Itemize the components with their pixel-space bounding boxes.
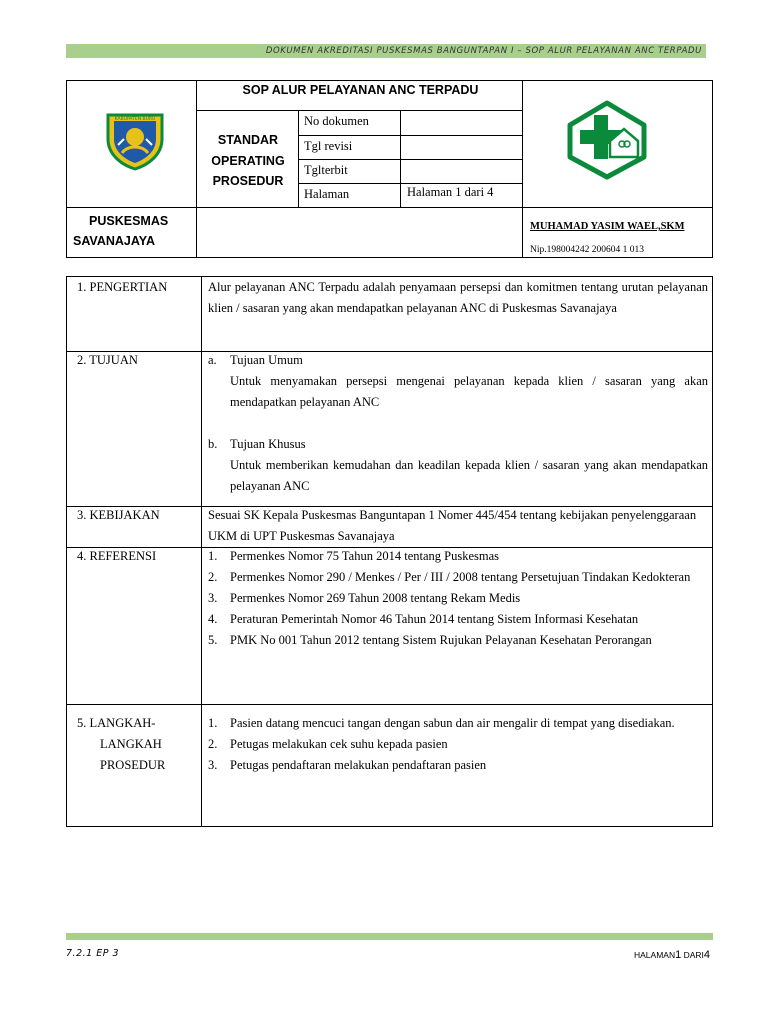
top-banner: [66, 44, 706, 58]
footer-page-number: HALAMAN1 DARI4: [633, 949, 710, 961]
field-tgl-terbit-label: Tglterbit: [304, 163, 348, 177]
tujuan-khusus-text: Untuk memberikan kemudahan dan keadilan kepada klien / sasaran yang akan mendapatkan pelayanan ANC: [230, 458, 708, 493]
list-item: 1. Pasien datang mencuci tangan dengan sabun dan air mengalir di tempat yang disediakan.: [208, 716, 675, 730]
list-item: 1. Permenkes Nomor 75 Tahun 2014 tentang Puskesmas: [208, 549, 500, 563]
section-label-tujuan: 2. TUJUAN: [77, 353, 138, 367]
sop-label: STANDAR OPERATING PROSEDUR: [211, 133, 285, 188]
section-label-kebijakan: 3. KEBIJAKAN: [77, 508, 160, 522]
list-item: 2. Permenkes Nomor 290 / Menkes / Per / III / 2008 tentang Persetujuan Tindakan Kedokteran: [208, 570, 691, 584]
section-list-referensi: [208, 546, 708, 651]
field-halaman-label: Halaman: [304, 187, 350, 201]
footer-ep-code: 7.2.1 EP 3: [66, 948, 119, 959]
bottom-banner: [66, 933, 713, 940]
puskesmas-logo: [566, 99, 648, 181]
tujuan-umum-text: Untuk menyamakan persepsi mengenai pelayanan kepada klien / sasaran yang akan mendapatkan pelayanan ANC: [230, 374, 708, 409]
section-list-langkah: [208, 713, 708, 776]
puskesmas-name: PUSKESMAS SAVANAJAYA: [73, 214, 169, 248]
signer-nip: Nip.198004242 200604 1 013: [530, 245, 644, 255]
list-item: 3. Permenkes Nomor 269 Tahun 2008 tentang Rekam Medis: [208, 591, 521, 605]
section-text-kebijakan: Sesuai SK Kepala Puskesmas Banguntapan 1 Nomer 445/454 tentang kebijakan penyelenggaraan UKM di UPT Puskesmas Savanajaya: [208, 508, 697, 543]
tujuan-a-marker: a.: [208, 353, 217, 367]
field-tgl-revisi-label: Tgl revisi: [304, 139, 353, 153]
regency-emblem-logo: [104, 109, 166, 171]
sop-title: SOP ALUR PELAYANAN ANC TERPADU: [242, 83, 479, 97]
logo-left-text: KABUPATEN BURU: [114, 117, 156, 122]
list-item: 5. PMK No 001 Tahun 2012 tentang Sistem Rujukan Pelayanan Kesehatan Perorangan: [208, 633, 652, 647]
field-no-dokumen-label: No dokumen: [304, 114, 369, 128]
list-item: 4. Peraturan Pemerintah Nomor 46 Tahun 2014 tentang Sistem Informasi Kesehatan: [208, 612, 639, 626]
tujuan-umum-title: Tujuan Umum: [230, 353, 303, 367]
signer-name: MUHAMAD YASIM WAEL,SKM: [530, 221, 685, 232]
field-halaman-value: Halaman 1 dari 4: [407, 185, 494, 199]
top-banner-text: DOKUMEN AKREDITASI PUSKESMAS BANGUNTAPAN I – SOP ALUR PELAYANAN ANC TERPADU: [265, 46, 702, 56]
list-item: 3. Petugas pendaftaran melakukan pendaftaran pasien: [208, 758, 487, 772]
sop-content-table: [66, 276, 713, 827]
section-text-tujuan: [208, 350, 708, 497]
tujuan-khusus-title: Tujuan Khusus: [230, 437, 306, 451]
sop-header-table: [66, 80, 713, 258]
section-label-langkah: 5. LANGKAH- LANGKAH PROSEDUR: [77, 716, 166, 772]
list-item: 2. Petugas melakukan cek suhu kepada pasien: [208, 737, 448, 751]
section-text-pengertian: Alur pelayanan ANC Terpadu adalah penyamaan persepsi dan komitmen tentang urutan pelayanan klien / sasaran yang akan mendapatkan pelayanan ANC di Puskesmas Savanajaya: [208, 280, 708, 315]
section-label-referensi: 4. REFERENSI: [77, 549, 157, 563]
tujuan-b-marker: b.: [208, 437, 218, 451]
section-label-pengertian: 1. PENGERTIAN: [77, 280, 168, 294]
